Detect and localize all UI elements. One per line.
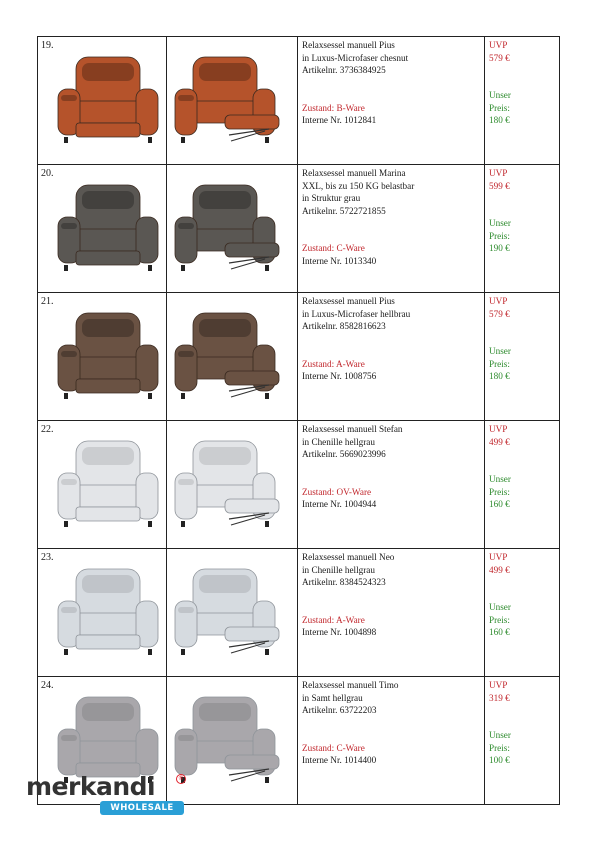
uvp-label: UVP xyxy=(489,168,508,178)
armchair-reclined-image xyxy=(169,563,281,668)
uvp-price: 599 € xyxy=(489,180,510,191)
article-number: Artikelnr. 3736384925 xyxy=(302,65,386,76)
product-condition: Zustand: C-Ware xyxy=(302,243,365,254)
our-price: 100 € xyxy=(489,755,510,766)
product-row xyxy=(38,421,560,549)
uvp-label: UVP xyxy=(489,40,508,50)
internal-number: Interne Nr. 1004898 xyxy=(302,627,377,638)
internal-number: Interne Nr. 1013340 xyxy=(302,255,377,266)
uvp-price: 579 € xyxy=(489,52,510,63)
product-image-cell-reclined xyxy=(167,549,298,677)
product-condition: Zustand: A-Ware xyxy=(302,614,365,625)
our-price: 190 € xyxy=(489,243,510,254)
product-image-cell xyxy=(38,165,167,293)
row-number: 20. xyxy=(41,168,54,179)
article-number: Artikelnr. 8384524323 xyxy=(302,577,386,588)
our-price-label-1: Unser xyxy=(489,730,511,741)
uvp-price: 499 € xyxy=(489,564,510,575)
row-number: 23. xyxy=(41,552,54,563)
price-cell xyxy=(485,549,560,677)
merkandi-logo xyxy=(26,772,186,820)
product-material: in Chenille hellgrau xyxy=(302,436,375,447)
uvp-price: 499 € xyxy=(489,436,510,447)
our-price-label-2: Preis: xyxy=(489,486,510,497)
uvp-label: UVP xyxy=(489,552,508,562)
armchair-reclined-image xyxy=(169,51,281,156)
our-price-label-1: Unser xyxy=(489,90,511,101)
product-image-cell-reclined xyxy=(167,37,298,165)
product-image-cell xyxy=(38,37,167,165)
uvp-label: UVP xyxy=(489,680,508,690)
our-price-label-2: Preis: xyxy=(489,230,510,241)
logo-wholesale-badge: WHOLESALE xyxy=(100,801,184,815)
our-price: 180 € xyxy=(489,115,510,126)
product-name: Relaxsessel manuell Pius xyxy=(302,40,395,50)
price-cell xyxy=(485,677,560,805)
internal-number: Interne Nr. 1004944 xyxy=(302,499,377,510)
internal-number: Interne Nr. 1014400 xyxy=(302,755,377,766)
armchair-upright-image xyxy=(52,307,164,412)
product-condition: Zustand: C-Ware xyxy=(302,742,365,753)
logo-registered-mark: ® xyxy=(178,775,184,782)
uvp-price: 319 € xyxy=(489,692,510,703)
product-material-extra: in Struktur grau xyxy=(302,193,361,204)
product-row xyxy=(38,293,560,421)
article-number: Artikelnr. 5669023996 xyxy=(302,449,386,460)
product-description-cell xyxy=(298,549,485,677)
product-condition: Zustand: B-Ware xyxy=(302,102,365,113)
product-image-cell xyxy=(38,421,167,549)
product-image-cell-reclined xyxy=(167,421,298,549)
product-description-cell xyxy=(298,293,485,421)
our-price-label-1: Unser xyxy=(489,602,511,613)
product-condition: Zustand: OV-Ware xyxy=(302,486,372,497)
product-name: Relaxsessel manuell Timo xyxy=(302,680,399,690)
product-name: Relaxsessel manuell Neo xyxy=(302,552,395,562)
price-cell xyxy=(485,293,560,421)
internal-number: Interne Nr. 1012841 xyxy=(302,115,377,126)
uvp-price: 579 € xyxy=(489,308,510,319)
armchair-upright-image xyxy=(52,51,164,156)
our-price-label-2: Preis: xyxy=(489,742,510,753)
uvp-label: UVP xyxy=(489,296,508,306)
article-number: Artikelnr. 5722721855 xyxy=(302,205,386,216)
armchair-reclined-image xyxy=(169,435,281,540)
product-material: XXL, bis zu 150 KG belastbar xyxy=(302,180,415,191)
our-price-label-2: Preis: xyxy=(489,102,510,113)
product-name: Relaxsessel manuell Pius xyxy=(302,296,395,306)
article-number: Artikelnr. 8582816623 xyxy=(302,321,386,332)
price-cell xyxy=(485,421,560,549)
product-table xyxy=(37,36,560,805)
product-name: Relaxsessel manuell Stefan xyxy=(302,424,403,434)
our-price-label-1: Unser xyxy=(489,346,511,357)
logo-wordmark: merkandi xyxy=(26,772,156,801)
price-cell xyxy=(485,37,560,165)
our-price-label-2: Preis: xyxy=(489,358,510,369)
armchair-upright-image xyxy=(52,563,164,668)
row-number: 19. xyxy=(41,40,54,51)
our-price: 160 € xyxy=(489,499,510,510)
product-description-cell xyxy=(298,37,485,165)
our-price: 160 € xyxy=(489,627,510,638)
product-description-cell xyxy=(298,165,485,293)
product-condition: Zustand: A-Ware xyxy=(302,358,365,369)
product-row xyxy=(38,37,560,165)
product-image-cell-reclined xyxy=(167,165,298,293)
uvp-label: UVP xyxy=(489,424,508,434)
product-row xyxy=(38,165,560,293)
our-price-label-1: Unser xyxy=(489,474,511,485)
our-price-label-1: Unser xyxy=(489,218,511,229)
product-description-cell xyxy=(298,421,485,549)
armchair-reclined-image xyxy=(169,179,281,284)
internal-number: Interne Nr. 1008756 xyxy=(302,371,377,382)
product-description-cell xyxy=(298,677,485,805)
row-number: 21. xyxy=(41,296,54,307)
product-material: in Chenille hellgrau xyxy=(302,564,375,575)
our-price: 180 € xyxy=(489,371,510,382)
armchair-reclined-image xyxy=(169,307,281,412)
product-row xyxy=(38,549,560,677)
article-number: Artikelnr. 63722203 xyxy=(302,705,377,716)
product-material: in Luxus-Microfaser chesnut xyxy=(302,52,409,63)
product-name: Relaxsessel manuell Marina xyxy=(302,168,406,178)
product-image-cell xyxy=(38,293,167,421)
product-image-cell xyxy=(38,549,167,677)
product-image-cell-reclined xyxy=(167,677,298,805)
product-material: in Luxus-Microfaser hellbrau xyxy=(302,308,411,319)
armchair-upright-image xyxy=(52,435,164,540)
product-image-cell-reclined xyxy=(167,293,298,421)
row-number: 22. xyxy=(41,424,54,435)
our-price-label-2: Preis: xyxy=(489,614,510,625)
product-material: in Samt hellgrau xyxy=(302,692,363,703)
row-number: 24. xyxy=(41,680,54,691)
price-cell xyxy=(485,165,560,293)
armchair-upright-image xyxy=(52,179,164,284)
